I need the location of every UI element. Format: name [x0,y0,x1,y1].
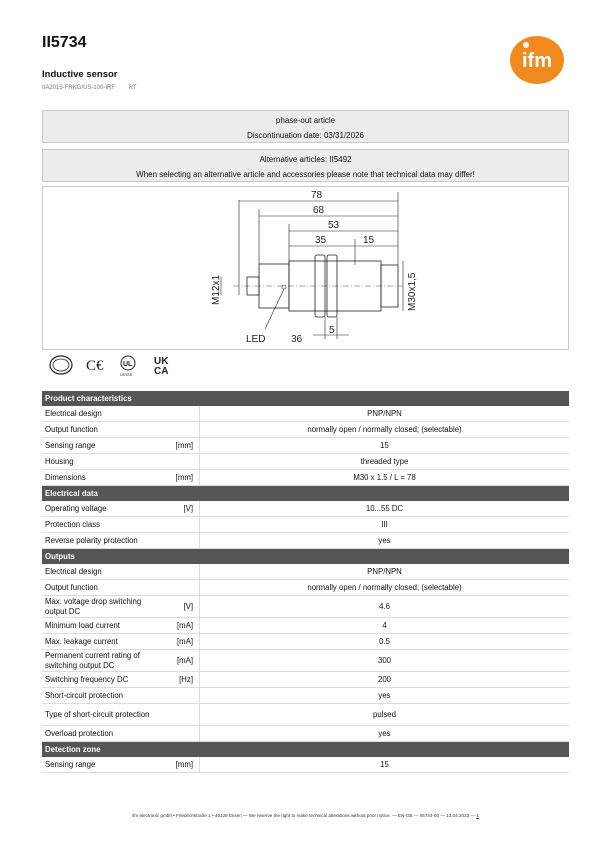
alternative-notice [42,149,569,182]
spec-unit [158,564,200,580]
sensor-drawing [43,187,568,349]
phaseout-label: phase-out article [275,116,336,125]
spec-row [42,726,569,742]
spec-value: 10...55 DC [200,501,569,517]
spec-row [42,454,569,470]
spec-label: Sensing range [42,438,158,454]
svg-text:15: 15 [363,235,375,246]
spec-label: Sensing range [42,757,158,773]
spec-value: 0.5 [200,634,569,650]
product-subtitle: Inductive sensor [42,69,118,80]
footer-page-number: 1 [476,813,479,818]
spec-label: Short-circuit protection [42,688,158,704]
spec-row [42,688,569,704]
article-codes [42,85,149,91]
svg-text:35: 35 [315,235,327,246]
spec-value: 200 [200,672,569,688]
spec-unit [158,704,200,726]
spec-unit [158,688,200,704]
spec-unit [158,422,200,438]
spec-value: 4.6 [200,596,569,618]
spec-unit: [mm] [158,757,200,773]
spec-unit [158,580,200,596]
section-header [42,742,569,757]
spec-label: Electrical design [42,564,158,580]
ifm-logo [509,35,565,85]
ukca-mark-top: UK [154,356,169,367]
alternative-articles: Alternative articles: II5492 [259,155,352,164]
spec-value: normally open / normally closed; (selectable) [200,580,569,596]
spec-label: Dimensions [42,470,158,486]
footer-text: ifm electronic gmbh • Friedrichstraße 1 • 45128 Essen — We reserve the right to make technical alterations without prior notice. — EN-GB — II5734-00 — 13.04.2023 — [132,813,476,818]
spec-unit [158,406,200,422]
spec-value: 15 [200,438,569,454]
spec-row [42,757,569,773]
spec-value: pulsed [200,704,569,726]
spec-label: Output function [42,422,158,438]
ce-mark-icon: C€ [86,358,104,374]
spec-label: Max. voltage drop switching output DC [42,596,158,618]
spec-row [42,470,569,486]
spec-value: yes [200,533,569,549]
phaseout-notice [42,110,569,143]
spec-label: Housing [42,454,158,470]
spec-label: Protection class [42,517,158,533]
ccc-mark-icon [50,356,72,374]
spec-row [42,618,569,634]
section-header [42,549,569,564]
spec-unit [158,533,200,549]
spec-value: PNP/NPN [200,564,569,580]
article-code: IIA2015-FRKG/US-100-IRF [42,85,116,91]
spec-value: M30 x 1.5 / L = 78 [200,470,569,486]
section-header [42,391,569,406]
spec-unit: [mA] [158,650,200,672]
section-title: Product characteristics [42,391,569,406]
spec-row [42,422,569,438]
spec-row [42,533,569,549]
logo-text: ifm [522,50,552,72]
discontinuation-date: Discontinuation date: 03/31/2026 [247,131,364,140]
spec-unit: [mA] [158,618,200,634]
spec-row [42,438,569,454]
spec-row [42,580,569,596]
spec-label: Overload protection [42,726,158,742]
svg-text:LISTED: LISTED [120,373,133,377]
ukca-mark-bottom: CA [154,366,169,377]
svg-text:78: 78 [311,190,323,201]
spec-row [42,704,569,726]
spec-row [42,596,569,618]
alternative-warning: When selecting an alternative article and accessories please note that technical data may differ! [136,170,475,179]
svg-text:5: 5 [329,325,335,336]
section-title: Detection zone [42,742,569,757]
spec-unit: [V] [158,501,200,517]
spec-unit [158,726,200,742]
spec-row [42,650,569,672]
spec-value: III [200,517,569,533]
spec-label: Max. leakage current [42,634,158,650]
svg-text:LED: LED [246,334,266,345]
spec-label: Permanent current rating of switching output DC [42,650,158,672]
spec-unit: [mm] [158,470,200,486]
spec-unit: [mA] [158,634,200,650]
spec-value: PNP/NPN [200,406,569,422]
svg-text:36: 36 [291,334,303,345]
svg-text:M12x1: M12x1 [211,274,222,305]
product-title: II5734 [42,34,87,51]
svg-text:68: 68 [313,205,325,216]
dimension-drawing [42,186,569,350]
spec-label: Minimum load current [42,618,158,634]
spec-value: 300 [200,650,569,672]
spec-value: 4 [200,618,569,634]
ul-listed-icon [120,356,135,377]
spec-row [42,517,569,533]
page-footer [42,813,569,818]
section-title: Electrical data [42,486,569,501]
svg-text:M30x1,5: M30x1,5 [407,272,418,311]
spec-value: threaded type [200,454,569,470]
section-title: Outputs [42,549,569,564]
spec-row [42,501,569,517]
section-header [42,486,569,501]
spec-unit: [mm] [158,438,200,454]
spec-row [42,564,569,580]
spec-label: Reverse polarity protection [42,533,158,549]
spec-label: Switching frequency DC [42,672,158,688]
spec-unit: [V] [158,596,200,618]
spec-row [42,672,569,688]
spec-unit [158,454,200,470]
spec-label: Output function [42,580,158,596]
spec-value: yes [200,688,569,704]
article-code-suffix: RT [128,85,137,91]
spec-row [42,406,569,422]
spec-unit [158,517,200,533]
spec-label: Operating voltage [42,501,158,517]
spec-value: 15 [200,757,569,773]
svg-text:UL: UL [123,361,133,368]
spec-unit: [Hz] [158,672,200,688]
spec-label: Type of short-circuit protection [42,704,158,726]
spec-value: normally open / normally closed; (selectable) [200,422,569,438]
specification-table [42,391,569,773]
svg-text:53: 53 [328,220,340,231]
spec-value: yes [200,726,569,742]
certification-marks [48,353,178,377]
spec-label: Electrical design [42,406,158,422]
spec-row [42,634,569,650]
